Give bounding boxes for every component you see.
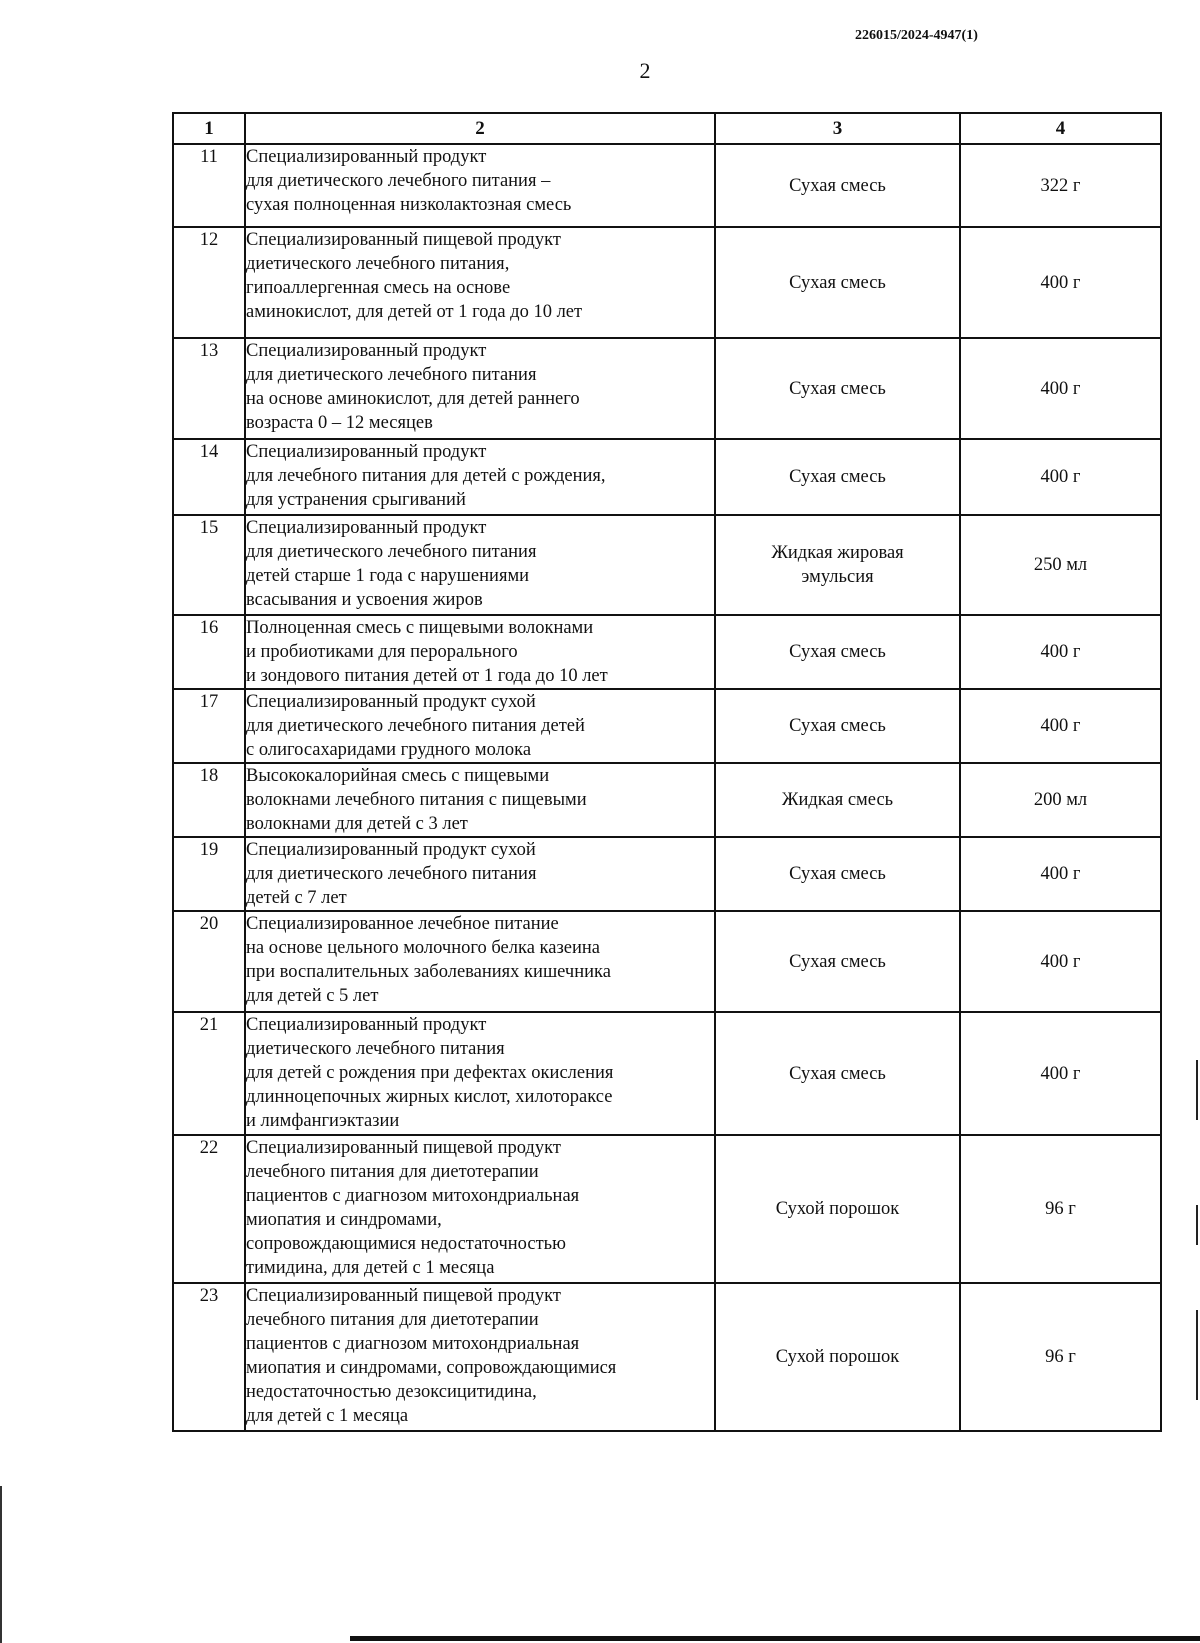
product-form: Сухая смесь bbox=[715, 689, 960, 763]
product-name: Специализированный продукт сухой для диетического лечебного питания детей с 7 лет bbox=[245, 837, 715, 911]
table-row bbox=[173, 439, 1161, 515]
table-row bbox=[173, 515, 1161, 615]
scan-bottom-line bbox=[350, 1636, 1200, 1641]
product-volume: 400 г bbox=[960, 615, 1161, 689]
product-form: Сухая смесь bbox=[715, 837, 960, 911]
product-volume: 322 г bbox=[960, 144, 1161, 227]
product-name: Специализированный продукт для диетического лечебного питания – сухая полноценная низколактозная смесь bbox=[245, 144, 715, 227]
product-volume: 96 г bbox=[960, 1135, 1161, 1283]
product-form: Сухая смесь bbox=[715, 227, 960, 338]
table-row bbox=[173, 227, 1161, 338]
column-header: 2 bbox=[245, 113, 715, 144]
table-row bbox=[173, 1012, 1161, 1135]
table-row bbox=[173, 689, 1161, 763]
product-form: Сухая смесь bbox=[715, 1012, 960, 1135]
product-form: Сухой порошок bbox=[715, 1283, 960, 1431]
product-form: Сухая смесь bbox=[715, 338, 960, 439]
table-body bbox=[173, 144, 1161, 1431]
row-number: 12 bbox=[173, 227, 245, 338]
product-volume: 400 г bbox=[960, 1012, 1161, 1135]
product-name: Специализированный пищевой продукт лечебного питания для диетотерапии пациентов с диагнозом митохондриальная миопатия и синдромами, сопровождающимися недостаточностью дезоксицитидина, для детей с 1 месяца bbox=[245, 1283, 715, 1431]
table-row bbox=[173, 1283, 1161, 1431]
product-volume: 400 г bbox=[960, 227, 1161, 338]
product-name: Специализированное лечебное питание на основе цельного молочного белка казеина при воспалительных заболеваниях кишечника для детей с 5 лет bbox=[245, 911, 715, 1012]
scan-edge-mark bbox=[1196, 1060, 1198, 1120]
row-number: 22 bbox=[173, 1135, 245, 1283]
product-name: Высококалорийная смесь с пищевыми волокнами лечебного питания с пищевыми волокнами для детей с 3 лет bbox=[245, 763, 715, 837]
product-name: Специализированный продукт для диетического лечебного питания детей старше 1 года с нарушениями всасывания и усвоения жиров bbox=[245, 515, 715, 615]
product-name: Специализированный пищевой продукт лечебного питания для диетотерапии пациентов с диагнозом митохондриальная миопатия и синдромами, сопровождающимися недостаточностью тимидина, для детей с 1 месяца bbox=[245, 1135, 715, 1283]
table-row bbox=[173, 1135, 1161, 1283]
table-row bbox=[173, 615, 1161, 689]
product-volume: 96 г bbox=[960, 1283, 1161, 1431]
product-form: Сухой порошок bbox=[715, 1135, 960, 1283]
product-name: Специализированный продукт диетического лечебного питания для детей с рождения при дефектах окисления длинноцепочных жирных кислот, хилотораксе и лимфангиэктазии bbox=[245, 1012, 715, 1135]
column-header: 4 bbox=[960, 113, 1161, 144]
column-header: 1 bbox=[173, 113, 245, 144]
row-number: 23 bbox=[173, 1283, 245, 1431]
column-header: 3 bbox=[715, 113, 960, 144]
table-row bbox=[173, 763, 1161, 837]
product-name: Специализированный продукт для лечебного питания для детей с рождения, для устранения срыгиваний bbox=[245, 439, 715, 515]
product-volume: 400 г bbox=[960, 338, 1161, 439]
product-volume: 400 г bbox=[960, 911, 1161, 1012]
product-volume: 250 мл bbox=[960, 515, 1161, 615]
product-volume: 200 мл bbox=[960, 763, 1161, 837]
product-table bbox=[172, 112, 1162, 1432]
product-form: Сухая смесь bbox=[715, 615, 960, 689]
row-number: 11 bbox=[173, 144, 245, 227]
product-form: Жидкая смесь bbox=[715, 763, 960, 837]
scan-edge-mark bbox=[1196, 1310, 1198, 1400]
scan-edge-mark bbox=[1196, 1205, 1198, 1245]
scan-edge-mark bbox=[0, 1486, 2, 1643]
row-number: 13 bbox=[173, 338, 245, 439]
row-number: 15 bbox=[173, 515, 245, 615]
product-volume: 400 г bbox=[960, 439, 1161, 515]
row-number: 18 bbox=[173, 763, 245, 837]
row-number: 19 bbox=[173, 837, 245, 911]
product-form: Сухая смесь bbox=[715, 439, 960, 515]
product-volume: 400 г bbox=[960, 689, 1161, 763]
product-name: Специализированный пищевой продукт диетического лечебного питания, гипоаллергенная смесь на основе аминокислот, для детей от 1 года до 10 лет bbox=[245, 227, 715, 338]
product-volume: 400 г bbox=[960, 837, 1161, 911]
table-row bbox=[173, 911, 1161, 1012]
row-number: 17 bbox=[173, 689, 245, 763]
row-number: 14 bbox=[173, 439, 245, 515]
row-number: 21 bbox=[173, 1012, 245, 1135]
product-name: Специализированный продукт сухой для диетического лечебного питания детей с олигосахаридами грудного молока bbox=[245, 689, 715, 763]
row-number: 16 bbox=[173, 615, 245, 689]
page-number: 2 bbox=[639, 58, 651, 83]
product-form: Сухая смесь bbox=[715, 144, 960, 227]
table-row bbox=[173, 837, 1161, 911]
document-id: 226015/2024-4947(1) bbox=[855, 28, 978, 43]
table-header-row bbox=[173, 113, 1161, 144]
product-name: Специализированный продукт для диетического лечебного питания на основе аминокислот, для детей раннего возраста 0 – 12 месяцев bbox=[245, 338, 715, 439]
product-form: Сухая смесь bbox=[715, 911, 960, 1012]
table-row bbox=[173, 144, 1161, 227]
product-name: Полноценная смесь с пищевыми волокнами и пробиотиками для перорального и зондового питания детей от 1 года до 10 лет bbox=[245, 615, 715, 689]
table-row bbox=[173, 338, 1161, 439]
row-number: 20 bbox=[173, 911, 245, 1012]
product-form: Жидкая жировая эмульсия bbox=[715, 515, 960, 615]
